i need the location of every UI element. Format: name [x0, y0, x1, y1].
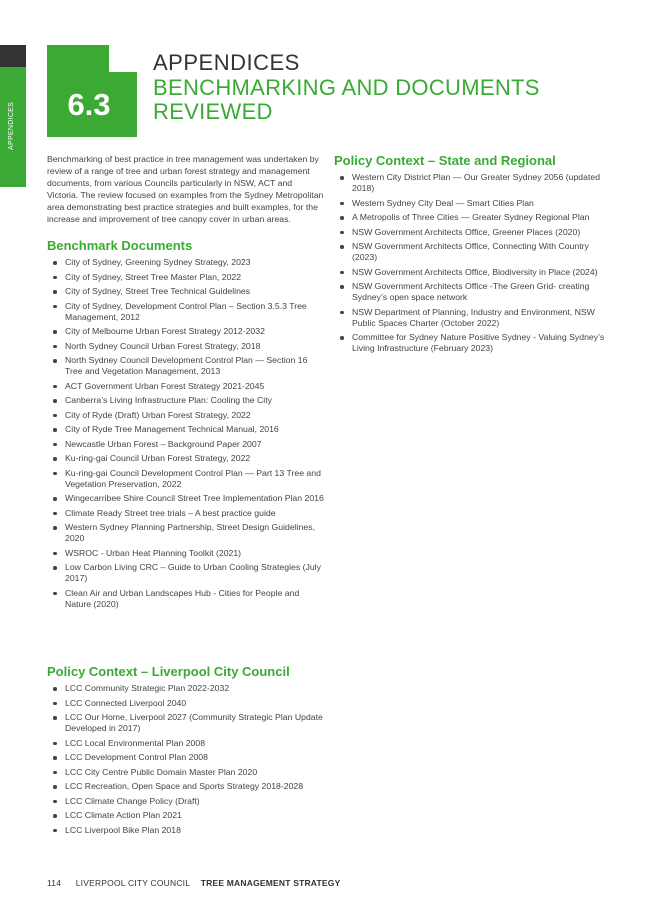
list-item: Wingecarribee Shire Council Street Tree Implementation Plan 2016 [47, 493, 325, 504]
liverpool-heading: Policy Context – Liverpool City Council [47, 664, 290, 679]
list-item: NSW Government Architects Office, Biodiversity in Place (2024) [334, 267, 609, 278]
list-item: A Metropolis of Three Cities — Greater Sydney Regional Plan [334, 212, 609, 223]
list-item: NSW Government Architects Office, Connecting With Country (2023) [334, 241, 609, 263]
list-item: LCC Recreation, Open Space and Sports Strategy 2018-2028 [47, 781, 325, 792]
state-list [334, 172, 609, 354]
list-item: North Sydney Council Development Control Plan — Section 16 Tree and Vegetation Management, 2013 [47, 355, 325, 377]
benchmark-list [47, 257, 325, 610]
list-item: LCC Climate Action Plan 2021 [47, 810, 325, 821]
list-item: Clean Air and Urban Landscapes Hub - Cities for People and Nature (2020) [47, 588, 325, 610]
list-item: City of Ryde (Draft) Urban Forest Strategy, 2022 [47, 410, 325, 421]
list-item: Newcastle Urban Forest – Background Paper 2007 [47, 439, 325, 450]
list-item: LCC Our Home, Liverpool 2027 (Community Strategic Plan Update Developed in 2017) [47, 712, 325, 734]
list-item: Ku-ring-gai Council Development Control Plan — Part 13 Tree and Vegetation Preservation, 2022 [47, 468, 325, 490]
list-item: LCC Liverpool Bike Plan 2018 [47, 825, 325, 836]
state-heading: Policy Context – State and Regional [334, 153, 556, 168]
list-item: LCC Development Control Plan 2008 [47, 752, 325, 763]
intro-paragraph: Benchmarking of best practice in tree management was undertaken by review of a range of tree and urban forest strategy and management documents, from various Councils particularly in NSW, ACT and Victoria. The review focused on examples from the Sydney Metropolitan area demonstrating best practice strategies and built examples, for the increase and improvement of tree canopy cover in urban areas. [47, 154, 324, 224]
list-item: LCC Community Strategic Plan 2022-2032 [47, 683, 325, 694]
list-item: Western Sydney City Deal — Smart Cities Plan [334, 198, 609, 209]
list-item: LCC City Centre Public Domain Master Plan 2020 [47, 767, 325, 778]
footer-document-title: TREE MANAGEMENT STRATEGY [200, 878, 341, 888]
list-item: LCC Connected Liverpool 2040 [47, 698, 325, 709]
list-item: Canberra’s Living Infrastructure Plan: Cooling the City [47, 395, 325, 406]
list-item: Western City District Plan — Our Greater Sydney 2056 (updated 2018) [334, 172, 609, 194]
list-item: City of Sydney, Development Control Plan – Section 3.5.3 Tree Management, 2012 [47, 301, 325, 323]
list-item: WSROC - Urban Heat Planning Toolkit (2021) [47, 548, 325, 559]
section-number: 6.3 [67, 87, 111, 122]
list-item: NSW Government Architects Office -The Green Grid- creating Sydney’s open space network [334, 281, 609, 303]
list-item: City of Ryde Tree Management Technical Manual, 2016 [47, 424, 325, 435]
list-item: Ku-ring-gai Council Urban Forest Strategy, 2022 [47, 453, 325, 464]
list-item: City of Sydney, Greening Sydney Strategy, 2023 [47, 257, 325, 268]
benchmark-heading: Benchmark Documents [47, 238, 193, 253]
left-column [47, 153, 325, 613]
list-item: LCC Climate Change Policy (Draft) [47, 796, 325, 807]
page-number: 114 [47, 878, 62, 888]
list-item: LCC Local Environmental Plan 2008 [47, 738, 325, 749]
list-item: NSW Department of Planning, Industry and Environment, NSW Public Spaces Charter (October 2022) [334, 307, 609, 329]
liverpool-list [47, 683, 325, 836]
benchmark-section [47, 238, 325, 610]
liverpool-section [47, 664, 325, 839]
list-item: City of Sydney, Street Tree Technical Guidelines [47, 286, 325, 297]
list-item: NSW Government Architects Office, Greener Places (2020) [334, 227, 609, 238]
list-item: Low Carbon Living CRC – Guide to Urban Cooling Strategies (July 2017) [47, 562, 325, 584]
list-item: Committee for Sydney Nature Positive Sydney - Valuing Sydney’s Living Infrastructure (February 2023) [334, 332, 609, 354]
footer-organisation: LIVERPOOL CITY COUNCIL [75, 878, 191, 888]
state-section [334, 153, 609, 354]
list-item: City of Melbourne Urban Forest Strategy 2012-2032 [47, 326, 325, 337]
list-item: Climate Ready Street tree trials – A best practice guide [47, 508, 325, 519]
list-item: City of Sydney, Street Tree Master Plan, 2022 [47, 272, 325, 283]
right-column [334, 153, 609, 358]
list-item: North Sydney Council Urban Forest Strategy, 2018 [47, 341, 325, 352]
page-title: APPENDICES [153, 50, 300, 75]
side-tab-label: APPENDICES [8, 101, 15, 151]
side-tab-marker [0, 45, 26, 67]
page-subtitle: BENCHMARKING AND DOCUMENTS REVIEWED [153, 75, 540, 124]
list-item: Western Sydney Planning Partnership, Street Design Guidelines, 2020 [47, 522, 325, 544]
list-item: ACT Government Urban Forest Strategy 2021-2045 [47, 381, 325, 392]
page-footer [47, 878, 340, 888]
